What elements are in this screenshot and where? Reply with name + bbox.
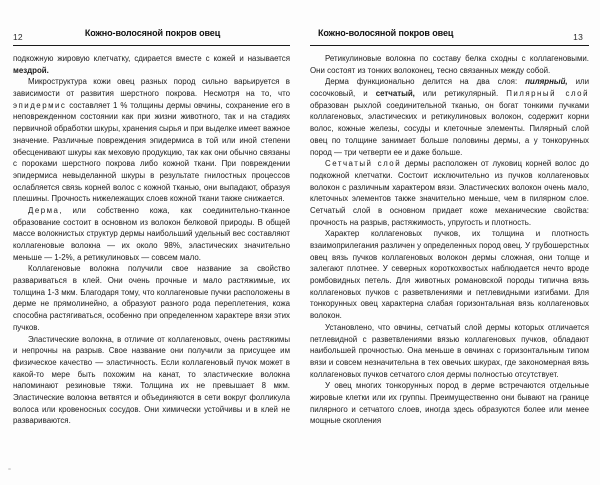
paragraph-collagen-bundle-character: Характер коллагеновых пучков, их толщина и плотность взаимоприлегания различен у определенных пород овец. У грубошерстных овец вязь пучков коллагеновых волокон дермы сложная, они толще и залегают плотнее. У северных короткохвостых наблюдается нечто вроде ромбовидных петель. Для животных романовской породы типична вязь коллагеновых пучков с разветвлениями и петлевидными изгибами. Для тонкорунных овец характерна слабая горизонтальная вязь коллагеновых волокон.: [310, 229, 589, 321]
paragraph-microstructure: Микроструктура кожи овец разных пород сильно варьируется в зависимости от развития шерстного покрова. Несмотря на то, что эпидермис составляет 1 % толщины дермы овчины, сохранение его в неповрежденном состоянии как при жизни животного, так и на стадиях первичной обработки шкуры, хранения сырья и при выделке имеет важное значение. Различные повреждения эпидермиса в той или иной степени обесценивают шкуры как меховую продукцию, так как они обычно связаны с пороками шерстного покрова либо кожной ткани. При повреждении эпидермиса невыделанной шкуры в результате гнилостных процессов ослабляется связь корней волос с кожной тканью, они выпадают, образуя плешины. Прочность нижележащих слоев кожной ткани также снижается.: [13, 77, 290, 204]
term-setchaty-sloy: Сетчатый слой: [325, 159, 402, 169]
term-pilyarny-sloy: Пилярный слой: [506, 89, 589, 99]
paragraph-elastic-fibers: Эластические волокна, в отличие от коллагеновых, очень растяжимы и непрочны на разрыв. Свое название они получили за присущее им физическое качество — эластичность. Если коллагеновый пучок может в какой-то мере быть похожим на канат, то эластические волокна напоминают резиновые тяжи. Толщина их не превышает 8 мкм. Эластические волокна ветвятся и объединяются в сети вокруг фолликула волоса или кровеносных сосудов. Они химически устойчивы и в клей не развариваются.: [13, 334, 290, 426]
term-epidermis: эпидермис: [13, 100, 67, 110]
left-page-running-title: Кожно-волосяной покров овец: [84, 28, 221, 38]
term-derma: Дерма: [28, 205, 60, 215]
emphasis-pilyarny: пилярный,: [525, 77, 568, 87]
paragraph-reticular-layer: Сетчатый слой дермы расположен от луковиц корней волос до подкожной клетчатки. Состоит исключительно из пучков коллагеновых волокон с различным характером вязи. Эластических волокон очень мало, клеточных элементов также значительно меньше, чем в пилярном слое. Сетчатый слой в основном придает коже механические свойства: прочность на разрыв, растяжимость, упругость и плотность.: [310, 159, 589, 227]
emphasis-mezdra: мездрой.: [13, 65, 49, 75]
paragraph-derma-layers: Дерма функционально делится на два слоя: пилярный, или сосочковый, и сетчатый, или ретикулярный. Пилярный слой образован рыхлой соединительной тканью, он богат тонкими пучками коллагеновых, эластических и ретикулиновых волокон, содержит корни волос, кожные железы, сосуды и клеточные элементы. Пилярный слой овец по толщине занимает больше половины дермы, а у тонкорунных пород — три четверти ее и даже больше.: [310, 77, 589, 157]
emphasis-setchaty: сетчатый,: [375, 89, 415, 99]
right-page-running-title: Кожно-волосяной покров овец: [318, 28, 454, 38]
right-page-running-header: [310, 28, 589, 46]
left-page-text-column: [13, 53, 290, 427]
left-page-running-header: [13, 28, 290, 46]
left-page-folio: 12: [13, 32, 23, 42]
right-page-text-column: [310, 53, 589, 427]
scan-speckle: [8, 468, 11, 470]
paragraph-collagen-fibers: Коллагеновые волокна получили свое название за свойство развариваться в клей. Они очень прочные и мало растяжимые, их толщина 1-3 мкм. Благодаря тому, что коллагеновые пучки расположены в дерме не прямолинейно, а образуют разного рода переплетения, кожа способна растягиваться, особенно при определенном характере вязи этих пучков.: [13, 264, 290, 332]
paragraph-derma: Дерма, или собственно кожа, как соединительно-тканное образование состоит в основном из волокон белковой природы. В общей массе волокнистых структур дермы наибольший удельный вес составляют коллагеновые волокна — их около 98%, эластических значительно меньше — 1-2%, а ретикулиновых — совсем мало.: [13, 205, 290, 262]
paragraph-continuation: подкожную жировую клетчатку, сдирается вместе с кожей и называется мездрой.: [13, 54, 290, 75]
paragraph-sheepskin-strength: Установлено, что овчины, сетчатый слой дермы которых отличается петлевидной с разветвлениями вязью коллагеновых пучков, обладают наибольшей прочностью. Она меньше в овчинах с горизонтальным типом вязи и совсем незначительна в тех овечьих шкурах, где закономерная вязь коллагеновых пучков сетчатого слоя дермы полностью отсутствует.: [310, 322, 589, 379]
paragraph-fat-cells: У овец многих тонкорунных пород в дерме встречаются отдельные жировые клетки или их группы. Преимущественно они бывают на границе пилярного и сетчатого слоев, иногда здесь образуются более или менее мощные скопления: [310, 381, 589, 426]
right-page-folio: 13: [573, 32, 583, 42]
right-page: [300, 0, 600, 485]
paragraph-reticulin-fibers: Ретикулиновые волокна по составу белка сходны с коллагеновыми. Они состоят из тонких волоконец, тесно связанных между собой.: [310, 54, 589, 75]
